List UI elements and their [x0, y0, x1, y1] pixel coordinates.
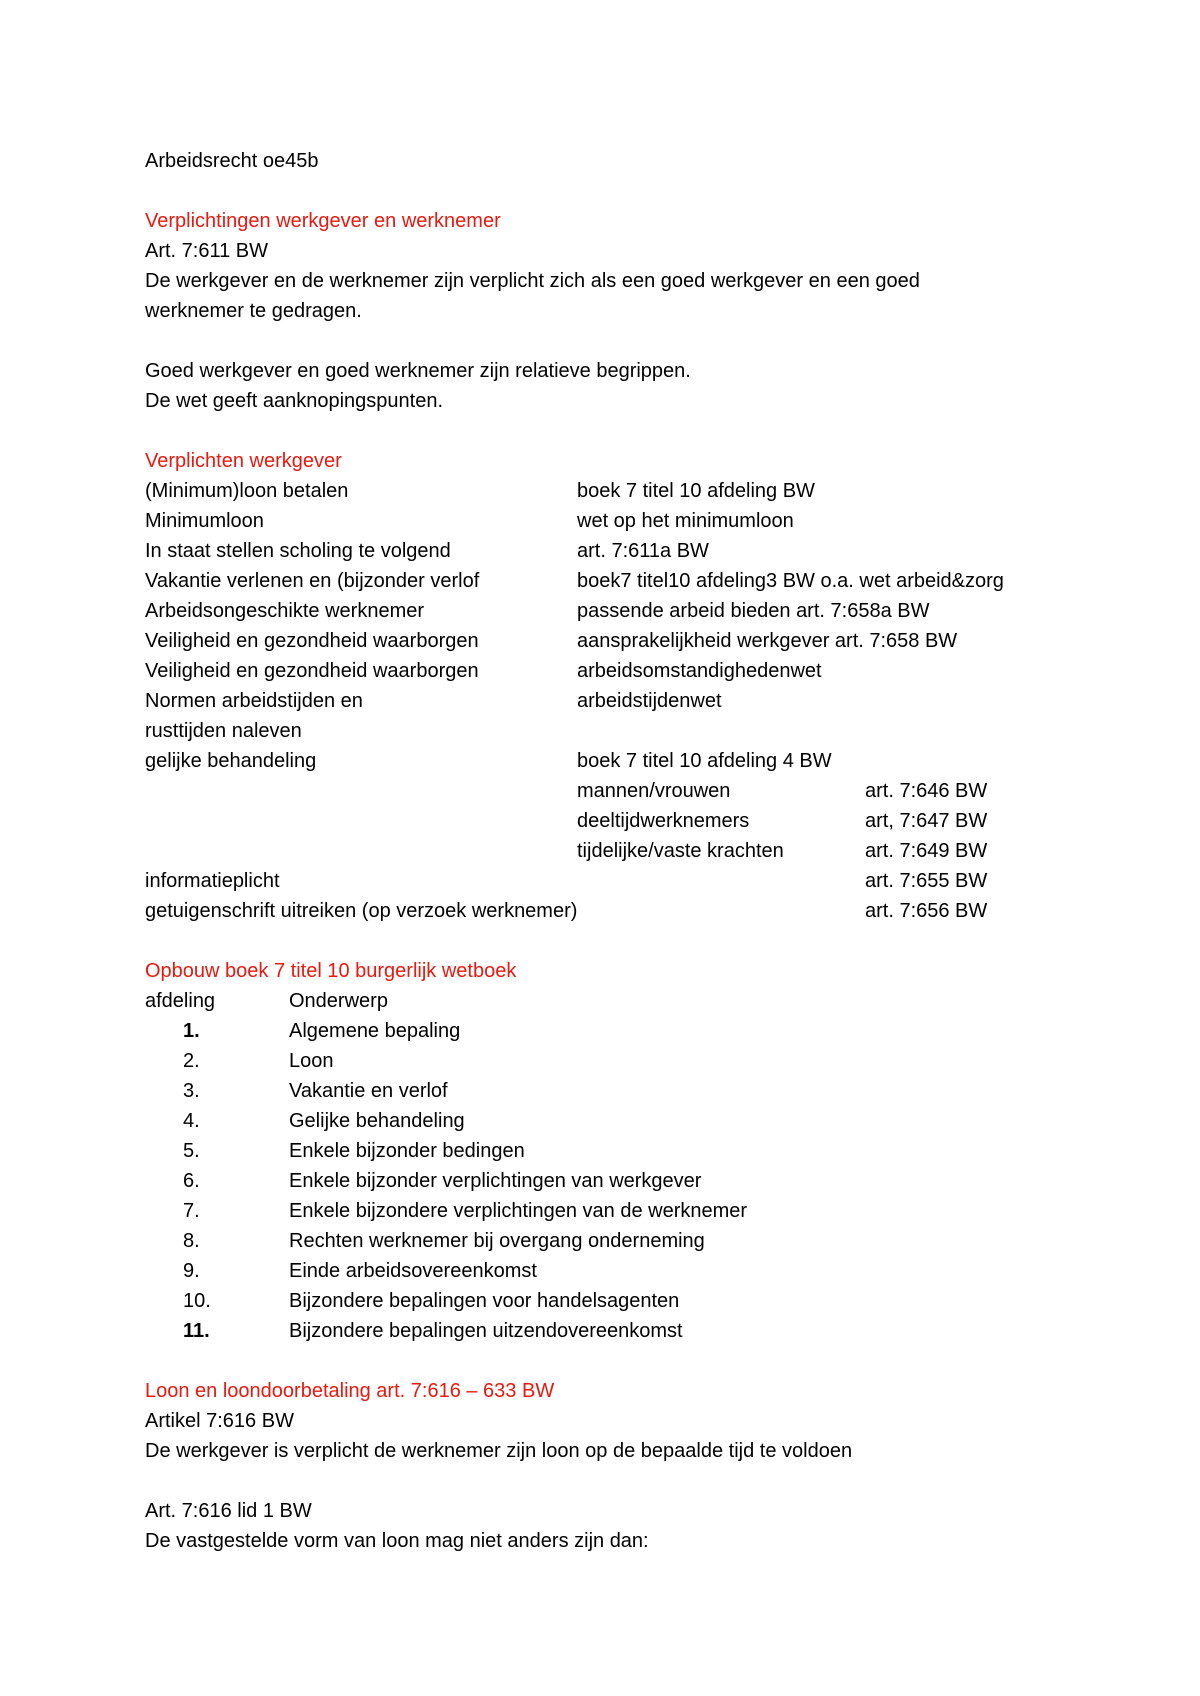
table-row: [145, 596, 1105, 626]
list-subject: Vakantie en verlof: [289, 1080, 448, 1102]
obligation-cell: Veiligheid en gezondheid waarborgen: [145, 630, 479, 652]
list-number: 1.: [183, 1020, 200, 1042]
list-item: [145, 1256, 1105, 1286]
list-item: [145, 1226, 1105, 1256]
obligation-cell: (Minimum)loon betalen: [145, 480, 349, 502]
article-cell: art. 7:646 BW: [865, 780, 988, 802]
article-reference: Art. 7:616 lid 1 BW: [145, 1500, 312, 1522]
table-row: [145, 686, 1105, 716]
list-item: [145, 1076, 1105, 1106]
obligation-cell: Normen arbeidstijden en: [145, 690, 363, 712]
article-cell: art, 7:647 BW: [865, 810, 988, 832]
article-reference: Art. 7:611 BW: [145, 240, 269, 262]
list-subject: Enkele bijzondere verplichtingen van de werknemer: [289, 1200, 748, 1222]
list-subject: Einde arbeidsovereenkomst: [289, 1260, 537, 1282]
article-cell: art. 7:656 BW: [865, 900, 988, 922]
table-row: [145, 716, 1105, 746]
paragraph-line: werknemer te gedragen.: [145, 300, 362, 322]
section-heading-loon: Loon en loondoorbetaling art. 7:616 – 633 BW: [145, 1380, 555, 1402]
list-subject: Enkele bijzonder bedingen: [289, 1140, 525, 1162]
list-number: 6.: [183, 1170, 200, 1192]
source-cell: boek7 titel10 afdeling3 BW o.a. wet arbeid&zorg: [577, 570, 1004, 592]
source-cell: art. 7:611a BW: [577, 540, 709, 562]
table-row: [145, 566, 1105, 596]
table-row: [145, 476, 1105, 506]
list-item: [145, 1286, 1105, 1316]
obligation-cell: Vakantie verlenen en (bijzonder verlof: [145, 570, 480, 592]
list-subject: Bijzondere bepalingen uitzendovereenkomst: [289, 1320, 683, 1342]
obligation-cell: Arbeidsongeschikte werknemer: [145, 600, 425, 622]
section-heading-opbouw: Opbouw boek 7 titel 10 burgerlijk wetboek: [145, 960, 517, 982]
column-onderwerp: Onderwerp: [289, 990, 388, 1012]
document-title: Arbeidsrecht oe45b: [145, 150, 319, 172]
list-header: [145, 986, 1105, 1016]
list-item: [145, 1316, 1105, 1346]
list-number: 10.: [183, 1290, 211, 1312]
list-item: [145, 1196, 1105, 1226]
obligation-cell: Veiligheid en gezondheid waarborgen: [145, 660, 479, 682]
obligation-cell: getuigenschrift uitreiken (op verzoek werknemer): [145, 900, 578, 922]
source-cell: boek 7 titel 10 afdeling 4 BW: [577, 750, 832, 772]
source-cell: aansprakelijkheid werkgever art. 7:658 BW: [577, 630, 958, 652]
list-subject: Bijzondere bepalingen voor handelsagenten: [289, 1290, 680, 1312]
obligation-cell: informatieplicht: [145, 870, 280, 892]
table-row: [145, 746, 1105, 776]
list-number: 4.: [183, 1110, 200, 1132]
obligation-cell: In staat stellen scholing te volgend: [145, 540, 451, 562]
table-row: [145, 836, 1105, 866]
list-number: 3.: [183, 1080, 200, 1102]
table-row: [145, 506, 1105, 536]
obligation-cell: Minimumloon: [145, 510, 264, 532]
table-row: [145, 776, 1105, 806]
obligations-table: [145, 476, 1105, 926]
list-number: 2.: [183, 1050, 200, 1072]
list-number: 9.: [183, 1260, 200, 1282]
list-item: [145, 1106, 1105, 1136]
source-cell: boek 7 titel 10 afdeling BW: [577, 480, 815, 502]
obligation-cell: rusttijden naleven: [145, 720, 302, 742]
paragraph-line: De wet geeft aanknopingspunten.: [145, 390, 443, 412]
list-subject: Loon: [289, 1050, 334, 1072]
article-cell: art. 7:655 BW: [865, 870, 988, 892]
list-subject: Enkele bijzonder verplichtingen van werkgever: [289, 1170, 702, 1192]
table-row: [145, 896, 1105, 926]
article-cell: art. 7:649 BW: [865, 840, 988, 862]
list-number: 8.: [183, 1230, 200, 1252]
section-heading-verplichten-werkgever: Verplichten werkgever: [145, 450, 342, 472]
document-body: [145, 146, 1105, 1556]
table-row: [145, 806, 1105, 836]
paragraph-line: De werkgever is verplicht de werknemer zijn loon op de bepaalde tijd te voldoen: [145, 1440, 853, 1462]
paragraph-line: De vastgestelde vorm van loon mag niet anders zijn dan:: [145, 1530, 649, 1552]
list-number: 7.: [183, 1200, 200, 1222]
article-reference: Artikel 7:616 BW: [145, 1410, 294, 1432]
list-subject: Algemene bepaling: [289, 1020, 461, 1042]
list-subject: Rechten werknemer bij overgang onderneming: [289, 1230, 705, 1252]
list-number: 5.: [183, 1140, 200, 1162]
source-cell: passende arbeid bieden art. 7:658a BW: [577, 600, 930, 622]
list-item: [145, 1016, 1105, 1046]
afdeling-list: [145, 1016, 1105, 1346]
list-item: [145, 1046, 1105, 1076]
source-cell: wet op het minimumloon: [577, 510, 794, 532]
column-afdeling: afdeling: [145, 990, 216, 1012]
list-number: 11.: [183, 1320, 210, 1342]
source-cell: arbeidstijdenwet: [577, 690, 722, 712]
table-row: [145, 866, 1105, 896]
table-row: [145, 656, 1105, 686]
list-item: [145, 1166, 1105, 1196]
table-row: [145, 536, 1105, 566]
paragraph-line: De werkgever en de werknemer zijn verplicht zich als een goed werkgever en een goed: [145, 270, 920, 292]
source-cell: tijdelijke/vaste krachten: [577, 840, 784, 862]
list-subject: Gelijke behandeling: [289, 1110, 465, 1132]
source-cell: deeltijdwerknemers: [577, 810, 750, 832]
source-cell: mannen/vrouwen: [577, 780, 731, 802]
section-heading-verplichtingen: Verplichtingen werkgever en werknemer: [145, 210, 501, 232]
table-row: [145, 626, 1105, 656]
obligation-cell: gelijke behandeling: [145, 750, 317, 772]
source-cell: arbeidsomstandighedenwet: [577, 660, 822, 682]
list-item: [145, 1136, 1105, 1166]
paragraph-line: Goed werkgever en goed werknemer zijn relatieve begrippen.: [145, 360, 691, 382]
